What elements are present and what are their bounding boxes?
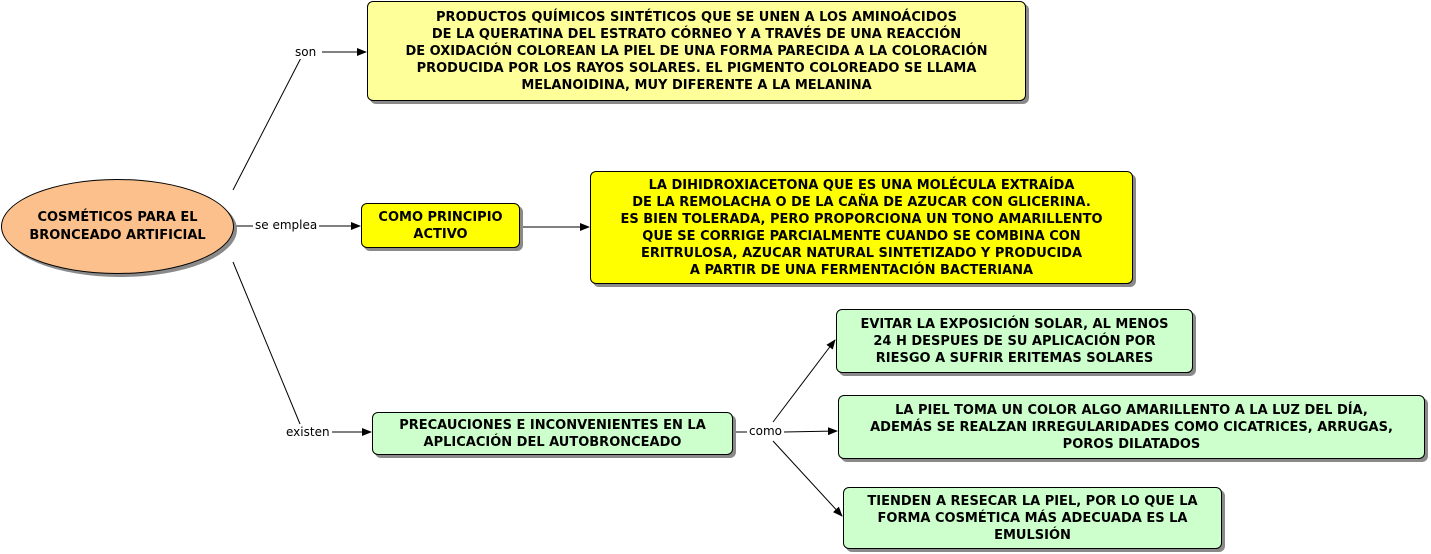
link-label-se-emplea: se emplea — [255, 218, 318, 232]
line-root-to-existen — [233, 262, 300, 424]
link-label-existen: existen — [286, 425, 330, 439]
arrow-como-to-exposicion — [773, 340, 835, 422]
node-resecar-piel[interactable]: TIENDEN A RESECAR LA PIEL, POR LO QUE LA FORMA COSMÉTICA MÁS ADECUADA ES LA EMULSIÓN — [843, 487, 1222, 549]
node-color-amarillento[interactable]: LA PIEL TOMA UN COLOR ALGO AMARILLENTO A LA LUZ DEL DÍA, ADEMÁS SE REALZAN IRREGULARIDADES COMO CICATRICES, ARRUGAS, POROS DILATADOS — [838, 395, 1425, 459]
arrow-como-to-resecar — [773, 441, 842, 516]
link-label-como: como — [749, 424, 782, 438]
node-principio-activo[interactable]: COMO PRINCIPIO ACTIVO — [361, 203, 520, 248]
node-definicion[interactable]: PRODUCTOS QUÍMICOS SINTÉTICOS QUE SE UNEN A LOS AMINOÁCIDOS DE LA QUERATINA DEL ESTRATO CÓRNEO Y A TRAVÉS DE UNA REACCIÓN DE OXIDACIÓN COLOREAN LA PIEL DE UNA FORMA PARECIDA A LA COLORACIÓN PRODUCIDA POR LOS RAYOS SOLARES. EL PIGMENTO COLOREADO SE LLAMA MELANOIDINA, MUY DIFERENTE A LA MELANINA — [367, 1, 1026, 101]
node-precauciones[interactable]: PRECAUCIONES E INCONVENIENTES EN LA APLICACIÓN DEL AUTOBRONCEADO — [372, 412, 733, 455]
root-node-cosmeticos[interactable]: COSMÉTICOS PARA EL BRONCEADO ARTIFICIAL — [1, 179, 234, 274]
node-dihidroxiacetona[interactable]: LA DIHIDROXIACETONA QUE ES UNA MOLÉCULA EXTRAÍDA DE LA REMOLACHA O DE LA CAÑA DE AZUCAR CON GLICERINA. ES BIEN TOLERADA, PERO PROPORCIONA UN TONO AMARILLENTO QUE SE CORRIGE PARCIALMENTE CUANDO SE COMBINA CON ERITRULOSA, AZUCAR NATURAL SINTETIZADO Y PRODUCIDA A PARTIR DE UNA FERMENTACIÓN BACTERIANA — [590, 171, 1133, 284]
line-root-to-son — [233, 52, 304, 190]
link-label-son: son — [295, 45, 317, 59]
arrow-como-to-amarillento — [784, 431, 837, 432]
node-exposicion-solar[interactable]: EVITAR LA EXPOSICIÓN SOLAR, AL MENOS 24 H DESPUES DE SU APLICACIÓN POR RIESGO A SUFRIR ERITEMAS SOLARES — [836, 309, 1193, 373]
